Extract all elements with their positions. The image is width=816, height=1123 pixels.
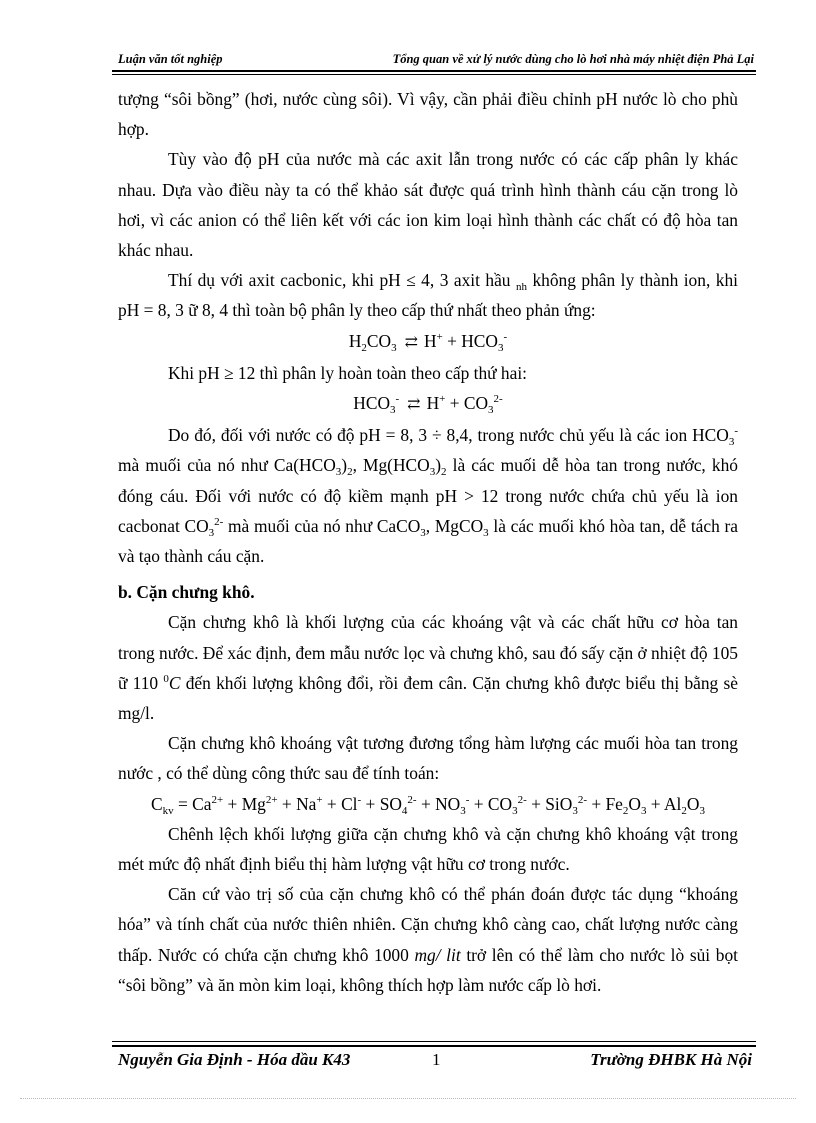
page-bottom-divider	[20, 1098, 796, 1099]
paragraph-9-unit: mg/ lit	[414, 944, 461, 965]
paragraph-5: Do đó, đối với nước có độ pH = 8, 3 ÷ 8,4, trong nước chủ yếu là các ion $HCO_3^-$ mà muối của nó như $Ca(HCO_3)_2$, $Mg(HCO_3)_2$ là các muối dễ hòa tan trong nước, khó đóng cáu. Đối với nước có độ kiềm mạnh pH > 12 trong nước chứa chủ yếu là ion cacbonat $CO_3^{2-}$ mà muối của nó như CaCO$_3$, MgCO$_3$ là các muối khó hòa tan, dễ tách ra và tạo thành cáu cặn.	[118, 425, 739, 567]
page-header	[112, 52, 756, 72]
paragraph-3	[118, 265, 738, 325]
paragraph-5-part-a: Do đó, đối với nước có độ pH = 8, 3 ÷ 8,4, trong nước chủ yếu là các ion	[168, 425, 688, 446]
page-number: 1	[432, 1050, 441, 1069]
paragraph-5-part-e: là các muối khó hòa tan, dễ tách ra và tạo thành cáu cặn.	[118, 515, 739, 567]
footer-rule-thick	[112, 1045, 756, 1047]
paragraph-6: Cặn chưng khô là khối lượng của các khoáng vật và các chất hữu cơ hòa tan trong nước. Để xác định, đem mẫu nước lọc và chưng khô, sau đó sấy cặn ở nhiệt độ 105 ữ 110 $^0$C đến khối lượng không đổi, rồi đem cân. Cặn chưng khô được biểu thị bằng sè mg/l.	[118, 612, 738, 724]
section-heading: b. Cặn chưng khô.	[118, 582, 255, 603]
paragraph-6-part-b: đến khối lượng không đổi, rồi đem cân. Cặn chưng khô được biểu thị bằng sè mg/l.	[118, 672, 738, 724]
paragraph-6-part-a: Cặn chưng khô là khối lượng của các khoáng vật và các chất hữu cơ hòa tan trong nước. Để xác định, đem mẫu nước lọc và chưng khô, sau đó sấy cặn ở nhiệt độ 105 ữ 110	[118, 612, 738, 693]
equilibrium-arrow-icon: ⇄	[404, 333, 416, 351]
paragraph-5-part-d: mà muối của nó như	[228, 515, 373, 536]
paragraph-4: Khi pH ≥ 12 thì phân ly hoàn toàn theo cấp thứ hai:	[168, 362, 527, 383]
paragraph-6-unit: C	[168, 672, 181, 693]
paragraph-1: tượng “sôi bồng” (hơi, nước cùng sôi). Vì vậy, cần phải điều chỉnh pH nước lò cho phù hợp.	[118, 89, 738, 140]
paragraph-2: Tùy vào độ pH của nước mà các axit lẫn trong nước có các cấp phân ly khác nhau. Dựa vào điều này ta có thể khảo sát được quá trình hình thành cáu cặn trong lò hơi, vì các anion có thể liên kết với các ion kim loại hình thành các chất có độ hòa tan khác nhau.	[118, 149, 738, 261]
paragraph-3-part-b: nh	[515, 281, 527, 294]
header-right: Tổng quan về xử lý nước dùng cho lò hơi nhà máy nhiệt điện Phả Lại	[392, 52, 754, 66]
equilibrium-arrow-icon: ⇄	[407, 396, 419, 414]
paragraph-3-part-c: không phân ly thành ion, khi pH = 8, 3 ữ 8, 4 thì toàn bộ phân ly theo cấp thứ nhất theo phản ứng:	[118, 270, 738, 321]
equation-1: $H_2CO_3$ ⇄ $H^+ + HCO_3^-$	[118, 326, 738, 358]
page-footer	[112, 1050, 756, 1076]
equation-3: $C_{kv} = Ca^{2+} + Mg^{2+} + Na^+ + Cl^- + SO_4^{2-} + NO_3^- + CO_3^{2-} + SiO_3^{2-} + Fe_2O_3 + Al_2O_3$	[151, 793, 705, 817]
paragraph-9	[118, 879, 738, 1000]
paragraph-3-part-a: Thí dụ với axit cacbonic, khi pH ≤ 4, 3 axit hầu	[168, 270, 511, 291]
header-rule-thin	[112, 74, 756, 75]
paragraph-8: Chênh lệch khối lượng giữa cặn chưng khô và cặn chưng khô khoáng vật trong mét mức độ nhất định biểu thị hàm lượng vật hữu cơ trong nước.	[118, 823, 738, 875]
paragraph-9-part-a: Căn cứ vào trị số của cặn chưng khô có thể phán đoán được tác dụng “khoáng hóa” và tính chất của nước thiên nhiên. Cặn chưng khô càng cao, chất lượng nước càng thấp. Nước có chứa cặn chưng khô 1000	[118, 884, 738, 965]
paragraph-9-part-b: trở lên có thể làm cho nước lò sủi bọt “sôi bồng” và ăn mòn kim loại, không thích hợp làm nước cấp lò hơi.	[118, 944, 738, 995]
header-rule-thick	[112, 70, 756, 72]
page-content	[118, 84, 738, 1000]
paragraph-5-part-b: mà muối của nó như	[118, 455, 268, 476]
paragraph-5-part-c: là các muối dễ hòa tan trong nước, khó đóng cáu. Đối với nước có độ kiềm mạnh pH > 12 trong nước chứa chủ yếu là ion cacbonat	[118, 455, 738, 536]
paragraph-7: Cặn chưng khô khoáng vật tương đương tổng hàm lượng các muối hòa tan trong nước , có thể dùng công thức sau để tính toán:	[118, 733, 738, 784]
footer-rule-thin	[112, 1041, 756, 1042]
footer-school: Trường ĐHBK Hà Nội	[590, 1050, 752, 1069]
equation-2: $HCO_3^-$ ⇄ $H^+ + CO_3^{2-}$	[118, 388, 738, 420]
header-left: Luận văn tốt nghiệp	[118, 52, 223, 66]
footer-author: Nguyễn Gia Định - Hóa dầu K43	[118, 1050, 351, 1069]
